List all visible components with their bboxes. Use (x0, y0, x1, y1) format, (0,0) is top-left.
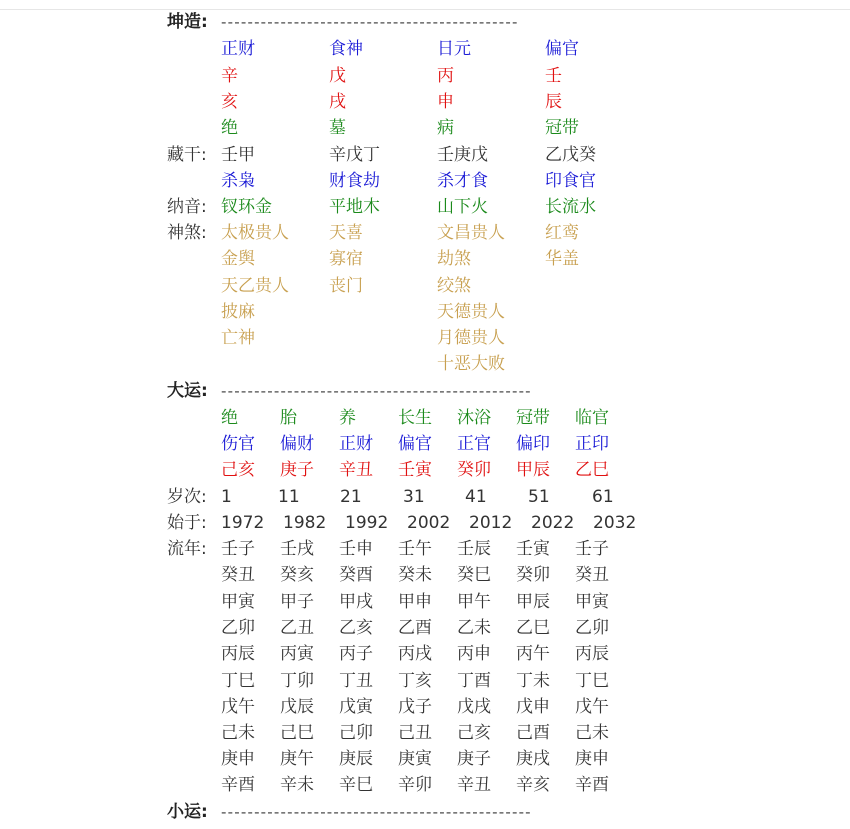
liunian-cell: 戊寅 (339, 697, 373, 717)
age-value: 21 (340, 487, 362, 507)
liunian-cell: 丙辰 (221, 644, 255, 664)
liunian-cell: 丁巳 (221, 671, 255, 691)
liunian-cell: 庚戌 (516, 749, 550, 769)
shensha-item: 亡神 (221, 328, 255, 348)
dayun-ten-god: 偏官 (398, 434, 432, 454)
nayin-hour: 长流水 (545, 197, 596, 217)
branch-day: 申 (437, 92, 454, 112)
age-value: 51 (528, 487, 550, 507)
nayin-month: 平地木 (329, 197, 380, 217)
liunian-cell: 丙寅 (280, 644, 314, 664)
branch-year: 亥 (221, 92, 238, 112)
life-stage-hour: 冠带 (545, 118, 579, 138)
liunian-cell: 丙戌 (398, 644, 432, 664)
liunian-cell: 丙申 (457, 644, 491, 664)
liunian-cell: 壬申 (339, 539, 373, 559)
shensha-item: 丧门 (329, 276, 363, 296)
liunian-cell: 戊午 (575, 697, 609, 717)
liunian-cell: 癸丑 (575, 565, 609, 585)
liunian-cell: 庚申 (575, 749, 609, 769)
dayun-pillar: 癸卯 (457, 460, 491, 480)
dayun-ten-god: 正印 (575, 434, 609, 454)
shensha-item: 月德贵人 (437, 328, 505, 348)
branch-hour: 辰 (545, 92, 562, 112)
liunian-cell: 辛酉 (575, 775, 609, 795)
liunian-cell: 丁亥 (398, 671, 432, 691)
start-year: 2012 (469, 513, 513, 533)
dayun-ten-god: 偏财 (280, 434, 314, 454)
liunian-cell: 戊戌 (457, 697, 491, 717)
nayin-year: 钗环金 (221, 197, 272, 217)
dayun-pillar: 庚子 (280, 460, 314, 480)
start-year: 2032 (593, 513, 637, 533)
start-year: 2002 (407, 513, 451, 533)
separator-dashes: ----------------------------------------------- (221, 803, 532, 821)
canggan-god-day: 杀才食 (437, 171, 488, 191)
liunian-cell: 丁未 (516, 671, 550, 691)
shensha-item: 红鸾 (545, 223, 579, 243)
shensha-item: 劫煞 (437, 249, 471, 269)
dayun-ten-god: 正官 (457, 434, 491, 454)
liunian-cell: 丁巳 (575, 671, 609, 691)
dayun-label: 大运: (167, 381, 208, 401)
liunian-cell: 戊午 (221, 697, 255, 717)
liunian-cell: 壬寅 (516, 539, 550, 559)
liunian-cell: 辛巳 (339, 775, 373, 795)
canggan-day: 壬庚戊 (437, 145, 488, 165)
canggan-month: 辛戊丁 (329, 145, 380, 165)
dayun-ten-god: 伤官 (221, 434, 255, 454)
dayun-life-stage: 养 (339, 408, 356, 428)
shensha-item: 十恶大败 (437, 354, 505, 374)
shensha-item: 文昌贵人 (437, 223, 505, 243)
separator-dashes: ----------------------------------------------- (221, 382, 532, 400)
liunian-cell: 己未 (221, 723, 255, 743)
shiyu-label: 始于: (167, 513, 207, 533)
liunian-cell: 乙酉 (398, 618, 432, 638)
start-year: 1972 (221, 513, 265, 533)
liunian-cell: 庚寅 (398, 749, 432, 769)
life-stage-year: 绝 (221, 118, 238, 138)
liunian-cell: 乙未 (457, 618, 491, 638)
separator-dashes: --------------------------------------------- (221, 13, 519, 31)
liunian-cell: 辛亥 (516, 775, 550, 795)
ten-god-day: 日元 (437, 39, 471, 59)
liunian-cell: 己亥 (457, 723, 491, 743)
start-year: 1992 (345, 513, 389, 533)
dayun-pillar: 甲辰 (516, 460, 550, 480)
liunian-cell: 己酉 (516, 723, 550, 743)
liunian-cell: 丙子 (339, 644, 373, 664)
ten-god-hour: 偏官 (545, 39, 579, 59)
liunian-cell: 己未 (575, 723, 609, 743)
age-value: 11 (278, 487, 300, 507)
dayun-life-stage: 临官 (575, 408, 609, 428)
liunian-cell: 戊申 (516, 697, 550, 717)
shensha-item: 寡宿 (329, 249, 363, 269)
liunian-cell: 丙辰 (575, 644, 609, 664)
liunian-cell: 壬子 (221, 539, 255, 559)
stem-month: 戊 (329, 66, 346, 86)
liunian-cell: 乙亥 (339, 618, 373, 638)
age-value: 41 (465, 487, 487, 507)
liunian-cell: 乙卯 (575, 618, 609, 638)
branch-month: 戌 (329, 92, 346, 112)
dayun-pillar: 壬寅 (398, 460, 432, 480)
age-value: 1 (221, 487, 232, 507)
liunian-cell: 甲子 (280, 592, 314, 612)
nayin-label: 纳音: (167, 197, 207, 217)
suici-label: 岁次: (167, 487, 207, 507)
dayun-pillar: 己亥 (221, 460, 255, 480)
liunian-cell: 庚子 (457, 749, 491, 769)
dayun-pillar: 辛丑 (339, 460, 373, 480)
canggan-hour: 乙戊癸 (545, 145, 596, 165)
liunian-cell: 壬午 (398, 539, 432, 559)
liunian-cell: 己丑 (398, 723, 432, 743)
liunian-cell: 丁丑 (339, 671, 373, 691)
start-year: 2022 (531, 513, 575, 533)
liunian-cell: 辛酉 (221, 775, 255, 795)
liunian-cell: 丁酉 (457, 671, 491, 691)
liunian-cell: 甲寅 (221, 592, 255, 612)
stem-day: 丙 (437, 66, 454, 86)
canggan-god-year: 杀枭 (221, 171, 255, 191)
liunian-cell: 戊辰 (280, 697, 314, 717)
liunian-cell: 戊子 (398, 697, 432, 717)
liunian-cell: 癸亥 (280, 565, 314, 585)
shensha-item: 天德贵人 (437, 302, 505, 322)
liunian-cell: 辛未 (280, 775, 314, 795)
liunian-cell: 庚申 (221, 749, 255, 769)
xiaoyun-label: 小运: (167, 802, 208, 822)
liunian-cell: 乙卯 (221, 618, 255, 638)
stem-year: 辛 (221, 66, 238, 86)
dayun-ten-god: 偏印 (516, 434, 550, 454)
liunian-cell: 癸卯 (516, 565, 550, 585)
liunian-cell: 甲申 (398, 592, 432, 612)
shensha-item: 华盖 (545, 249, 579, 269)
liunian-cell: 癸巳 (457, 565, 491, 585)
canggan-god-month: 财食劫 (329, 171, 380, 191)
liunian-cell: 丁卯 (280, 671, 314, 691)
liunian-cell: 乙巳 (516, 618, 550, 638)
shensha-item: 金舆 (221, 249, 255, 269)
liunian-cell: 庚辰 (339, 749, 373, 769)
life-stage-day: 病 (437, 118, 454, 138)
stem-hour: 壬 (545, 66, 562, 86)
dayun-life-stage: 冠带 (516, 408, 550, 428)
dayun-life-stage: 沐浴 (457, 408, 491, 428)
qiankun-label: 坤造: (167, 12, 208, 32)
liunian-cell: 癸丑 (221, 565, 255, 585)
life-stage-month: 墓 (329, 118, 346, 138)
ten-god-year: 正财 (221, 39, 255, 59)
age-value: 61 (592, 487, 614, 507)
liunian-cell: 甲辰 (516, 592, 550, 612)
liunian-cell: 庚午 (280, 749, 314, 769)
shensha-item: 披麻 (221, 302, 255, 322)
liunian-cell: 己巳 (280, 723, 314, 743)
liunian-cell: 甲寅 (575, 592, 609, 612)
nayin-day: 山下火 (437, 197, 488, 217)
shensha-label: 神煞: (167, 223, 207, 243)
dayun-life-stage: 绝 (221, 408, 238, 428)
liunian-cell: 己卯 (339, 723, 373, 743)
dayun-life-stage: 胎 (280, 408, 297, 428)
liunian-cell: 乙丑 (280, 618, 314, 638)
ten-god-month: 食神 (329, 39, 363, 59)
liunian-cell: 丙午 (516, 644, 550, 664)
shensha-item: 绞煞 (437, 276, 471, 296)
liunian-cell: 甲戌 (339, 592, 373, 612)
dayun-pillar: 乙巳 (575, 460, 609, 480)
liunian-cell: 甲午 (457, 592, 491, 612)
liunian-cell: 壬子 (575, 539, 609, 559)
canggan-year: 壬甲 (221, 145, 255, 165)
canggan-god-hour: 印食官 (545, 171, 596, 191)
dayun-ten-god: 正财 (339, 434, 373, 454)
liunian-label: 流年: (167, 539, 207, 559)
start-year: 1982 (283, 513, 327, 533)
shensha-item: 天乙贵人 (221, 276, 289, 296)
age-value: 31 (403, 487, 425, 507)
shensha-item: 太极贵人 (221, 223, 289, 243)
liunian-cell: 壬戌 (280, 539, 314, 559)
liunian-cell: 壬辰 (457, 539, 491, 559)
liunian-cell: 癸酉 (339, 565, 373, 585)
liunian-cell: 辛丑 (457, 775, 491, 795)
liunian-cell: 辛卯 (398, 775, 432, 795)
canggan-label: 藏干: (167, 145, 207, 165)
shensha-item: 天喜 (329, 223, 363, 243)
liunian-cell: 癸未 (398, 565, 432, 585)
dayun-life-stage: 长生 (398, 408, 432, 428)
